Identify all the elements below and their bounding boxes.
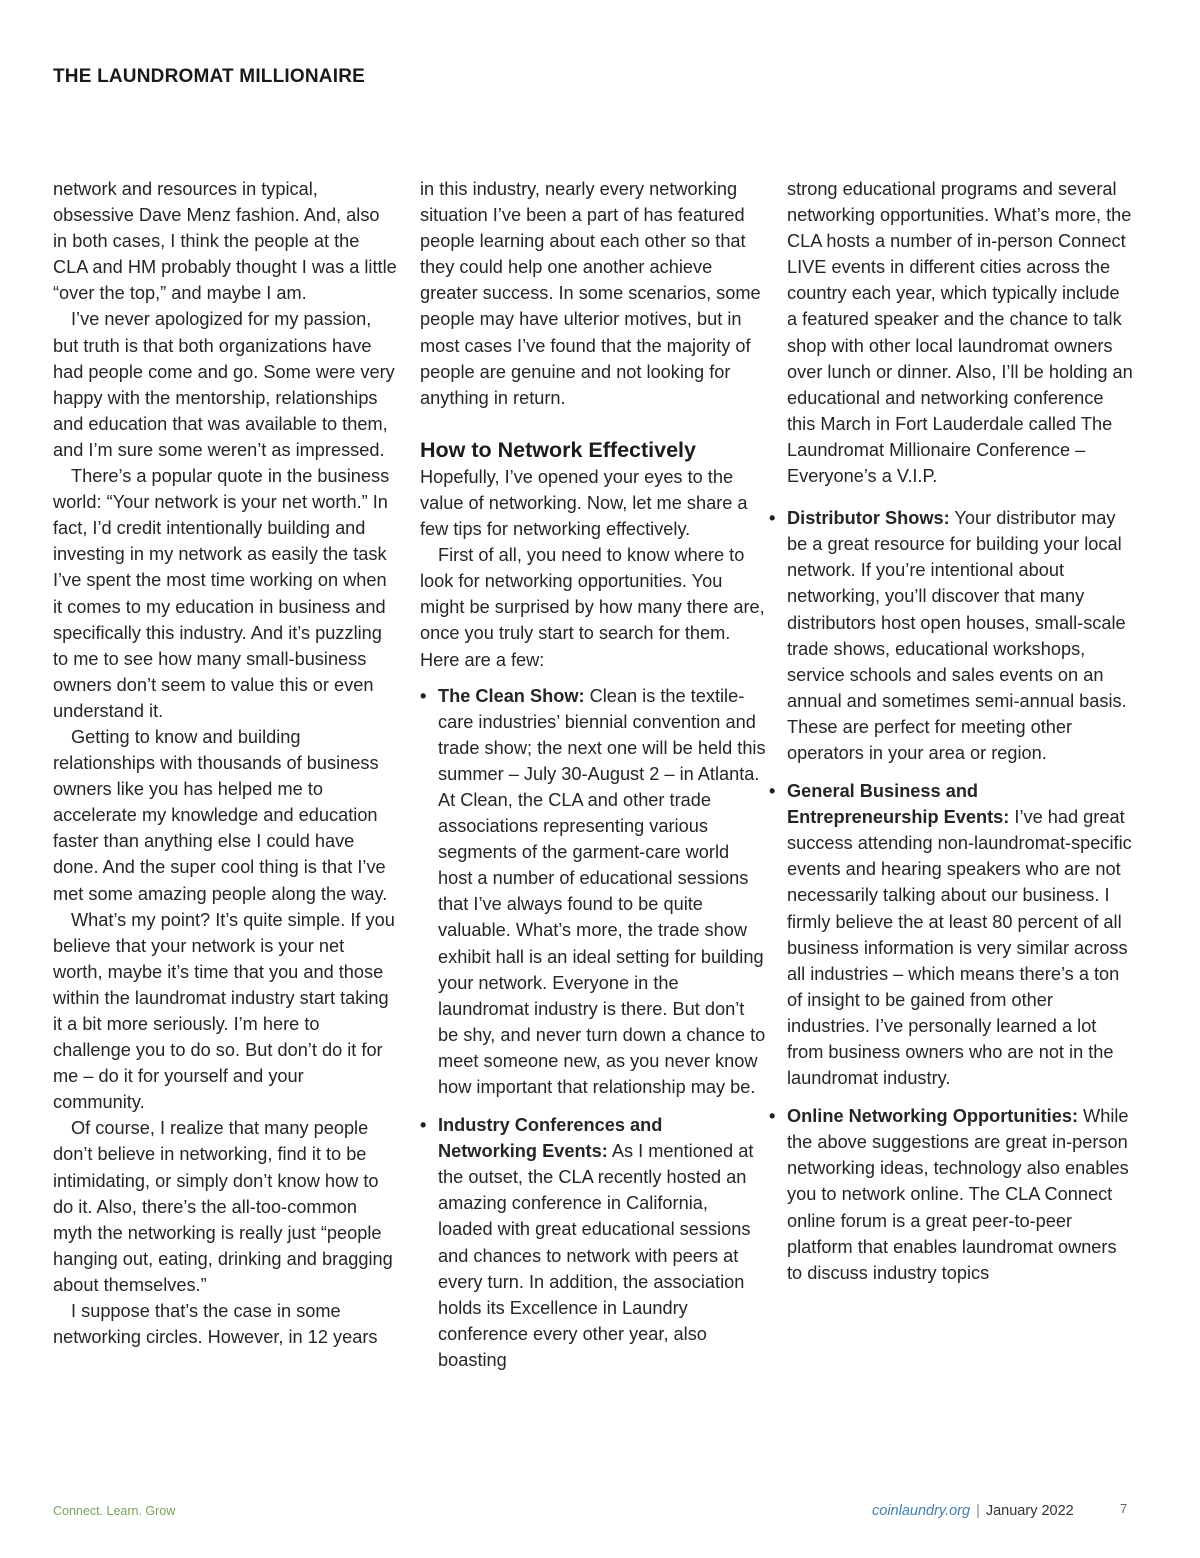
footer-tagline: Connect. Learn. Grow	[53, 1504, 176, 1518]
paragraph: What’s my point? It’s quite simple. If you believe that your network is your net worth, maybe it’s time that you and those within the laundromat industry start taking it a bit more seriously. I’m here to challenge you to do so. But don’t do it for me – do it for yourself and your community.	[53, 909, 395, 1113]
article-column-1	[53, 176, 397, 1350]
list-item	[769, 1103, 1133, 1286]
paragraph: in this industry, nearly every networking situation I’ve been a part of has featured people learning about each other so that they could help one another achieve greater success. In some scenarios, some people may have ulterior motives, but in most cases I’ve found that the majority of people are genuine and not looking for anything in return.	[420, 179, 761, 408]
list-item-lead: Distributor Shows:	[787, 508, 950, 529]
paragraph: Hopefully, I’ve opened your eyes to the value of networking. Now, let me share a few tips for networking effectively.	[420, 466, 748, 540]
page-number: 7	[1120, 1501, 1128, 1516]
list-item	[769, 778, 1133, 1091]
list-item-text: As I mentioned at the outset, the CLA recently hosted an amazing conference in California, loaded with great educational sessions and chances to network with peers at every turn. In addition, the association holds its Excellence in Laundry conference every other year, also boasting	[438, 1141, 754, 1370]
list-item-text: While the above suggestions are great in-person networking ideas, technology also enables you to network online. The CLA Connect online forum is a great peer-to-peer platform that enables laundromat owners to discuss industry topics	[787, 1106, 1129, 1283]
running-header-title: THE LAUNDROMAT MILLIONAIRE	[53, 66, 365, 87]
list-item-lead: Online Networking Opportunities:	[787, 1106, 1078, 1127]
footer-publication	[872, 1503, 1074, 1519]
list-item-lead: Industry Conferences and Networking Events:	[438, 1115, 663, 1162]
list-item-text: I’ve had great success attending non-laundromat-specific events and hearing speakers who are not necessarily talking about our business. I firmly believe the at least 80 percent of all business information is very similar across all industries – which means there’s a ton of insight to be gained from other industries. I’ve personally learned a lot from business owners who are not in the laundromat industry.	[787, 807, 1132, 1089]
tips-list	[420, 683, 766, 1373]
paragraph: network and resources in typical, obsessive Dave Menz fashion. And, also in both cases, I think the people at the CLA and HM probably thought I was a little “over the top,” and maybe I am.	[53, 179, 397, 304]
list-item-text: Clean is the textile-care industries’ biennial convention and trade show; the next one will be held this summer – July 30-August 2 – in Atlanta. At Clean, the CLA and other trade associations representing various segments of the garment-care world host a number of educational sessions that I’ve always found to be quite valuable. What’s more, the trade show exhibit hall is an ideal setting for building your network. Everyone in the laundromat industry is there. But don’t be shy, and never turn down a chance to meet someone new, as you never know how important that relationship may be.	[438, 685, 766, 1097]
footer-date: January 2022	[985, 1503, 1074, 1519]
article-column-2	[420, 176, 766, 1373]
footer-separator: |	[976, 1503, 980, 1519]
paragraph: I’ve never apologized for my passion, but truth is that both organizations have had people come and go. Some were very happy with the mentorship, relationships and education that was available to them, and I’m sure some weren’t as impressed.	[53, 309, 395, 460]
article-column-3	[787, 176, 1133, 1286]
list-item-lead: The Clean Show:	[438, 685, 585, 706]
list-item	[420, 1112, 766, 1373]
tips-list	[787, 505, 1133, 1286]
list-item-lead: General Business and Entrepreneurship Events:	[787, 781, 1010, 828]
paragraph: I suppose that’s the case in some networking circles. However, in 12 years	[53, 1301, 378, 1348]
paragraph: strong educational programs and several networking opportunities. What’s more, the CLA hosts a number of in-person Connect LIVE events in different cities across the country each year, which typically include a featured speaker and the chance to talk shop with other local laundromat owners over lunch or dinner. Also, I’ll be holding an educational and networking conference this March in Fort Lauderdale called The Laundromat Millionaire Conference – Everyone’s a V.I.P.	[787, 179, 1133, 487]
footer-website: coinlaundry.org	[872, 1503, 971, 1519]
list-item-text: Your distributor may be a great resource for building your local network. If you’re intentional about networking, you’ll discover that many distributors host open houses, small-scale trade shows, educational workshops, service schools and sales events on an annual and sometimes semi-annual basis. These are perfect for meeting other operators in your area or region.	[787, 508, 1127, 763]
section-heading: How to Network Effectively	[420, 437, 696, 462]
paragraph: Of course, I realize that many people don’t believe in networking, find it to be intimidating, or simply don’t know how to do it. Also, there’s the all-too-common myth the networking is really just “people hanging out, eating, drinking and bragging about themselves.”	[53, 1118, 393, 1295]
list-item	[420, 683, 766, 1101]
paragraph: First of all, you need to know where to look for networking opportunities. You might be surprised by how many there are, once you truly start to search for them. Here are a few:	[420, 545, 765, 670]
paragraph: Getting to know and building relationships with thousands of business owners like you has helped me to accelerate my knowledge and education faster than anything else I could have done. And the super cool thing is that I’ve met some amazing people along the way.	[53, 726, 388, 904]
paragraph: There’s a popular quote in the business world: “Your network is your net worth.” In fact, I’d credit intentionally building and investing in my network as easily the task I’ve spent the most time working on when it comes to my education in business and specifically this industry. And it’s puzzling to me to see how many small-business owners don’t seem to value this or even understand it.	[53, 466, 390, 721]
list-item	[769, 505, 1133, 766]
